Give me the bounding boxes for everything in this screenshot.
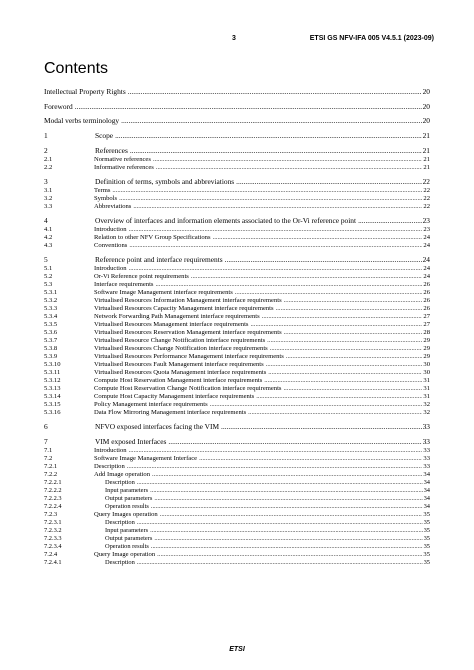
toc-entry-page: 21 xyxy=(422,130,430,140)
toc-entry-title: Description xyxy=(105,558,135,566)
toc-entry-title: Description xyxy=(105,518,135,526)
toc-entry-title: Description xyxy=(105,478,135,486)
toc-entry-number: 5.3.10 xyxy=(44,360,61,368)
toc-entry-title: Network Forwarding Path Management interface requirements xyxy=(94,312,260,320)
toc-entry-page: 22 xyxy=(423,194,430,202)
toc-entry-title: Virtualised Resources Information Management interface requirements xyxy=(94,296,282,304)
toc-entry-title: Definition of terms, symbols and abbreviations xyxy=(95,176,235,186)
toc-entry-title: Relation to other NFV Group Specifications xyxy=(94,233,211,241)
header-document-id: ETSI GS NFV-IFA 005 V4.5.1 (2023-09) xyxy=(309,35,434,42)
toc-entry-page: 31 xyxy=(423,376,430,384)
toc-entry-title: Description xyxy=(94,462,125,470)
toc-entry-title: Scope xyxy=(95,130,114,140)
toc-entry-page: 35 xyxy=(423,518,430,526)
toc-dot-leader xyxy=(115,131,422,140)
toc-entry-number: 7.2.4 xyxy=(44,550,58,558)
toc-entry-page: 34 xyxy=(423,502,430,510)
toc-entry-page: 33 xyxy=(422,436,430,446)
toc-entry-title: Foreword xyxy=(44,101,73,111)
toc-entry-page: 24 xyxy=(423,264,430,272)
toc-entry-title: Informative references xyxy=(94,163,154,171)
toc-entry-title: Policy Management interface requirements xyxy=(94,400,208,408)
toc-entry-number: 2.2 xyxy=(44,163,53,171)
toc-entry-number: 7.2.3.4 xyxy=(44,542,62,550)
toc-entry-number: 6 xyxy=(44,421,48,431)
toc-dot-leader xyxy=(221,422,422,431)
toc-entry-page: 34 xyxy=(423,486,430,494)
toc-entry-page: 21 xyxy=(423,163,430,171)
toc-entry-page: 22 xyxy=(422,176,430,186)
toc-entry-page: 29 xyxy=(423,336,430,344)
toc-entry-number: 3.3 xyxy=(44,202,53,210)
toc-entry-number: 7.2.4.1 xyxy=(44,558,62,566)
toc-entry-page: 29 xyxy=(423,344,430,352)
toc-entry-title: Overview of interfaces and information elements associated to the Or-Vi reference point xyxy=(95,215,357,225)
toc-entry-title: Virtualised Resources Performance Management interface requirements xyxy=(94,352,284,360)
toc-entry-title: Add Image operation xyxy=(94,470,151,478)
toc-entry-title: NFVO exposed interfaces facing the VIM xyxy=(95,421,220,431)
toc-entry-number: 5.3.6 xyxy=(44,328,58,336)
toc-entry-page: 24 xyxy=(422,254,430,264)
toc-entry-number: 5 xyxy=(44,254,48,264)
toc-entry-title: Virtualised Resource Change Notification interface requirements xyxy=(94,336,266,344)
toc-entry-number: 5.3.14 xyxy=(44,392,61,400)
toc-entry-number: 7.2.2.4 xyxy=(44,502,62,510)
toc-entry-title: Software Image Management Interface xyxy=(94,454,198,462)
toc-entry-title: Query Images operation xyxy=(94,510,158,518)
toc-entry-number: 5.3.3 xyxy=(44,304,58,312)
toc-entry-title: Or-Vi Reference point requirements xyxy=(94,272,189,280)
toc-entry[interactable] xyxy=(44,101,430,111)
toc-entry-number: 1 xyxy=(44,130,48,140)
toc-entry-title: Intellectual Property Rights xyxy=(44,87,126,96)
toc-entry-title: References xyxy=(95,145,128,155)
toc-entry[interactable] xyxy=(44,239,430,249)
toc-entry-title: Normative references xyxy=(94,155,151,163)
header-page-number: 3 xyxy=(232,35,236,42)
toc-entry-page: 35 xyxy=(423,542,430,550)
toc-entry-page: 29 xyxy=(423,352,430,360)
toc-entry-number: 5.3.5 xyxy=(44,320,58,328)
toc-entry-title: Virtualised Resources Reservation Management interface requirements xyxy=(94,328,282,336)
toc-entry[interactable] xyxy=(44,86,430,96)
toc-dot-leader xyxy=(156,164,423,171)
footer-brand: ETSI xyxy=(229,646,245,653)
toc-entry-page: 28 xyxy=(423,328,430,336)
toc-entry-page: 24 xyxy=(423,233,430,241)
toc-entry-page: 26 xyxy=(423,288,430,296)
toc-entry[interactable] xyxy=(44,421,430,431)
toc-entry-title: Virtualised Resources Change Notification interface requirements xyxy=(94,344,268,352)
toc-entry-title: Compute Host Reservation Management interface requirements xyxy=(94,376,263,384)
toc-entry-title: Symbols xyxy=(94,194,118,202)
toc-dot-leader xyxy=(133,203,422,210)
toc-entry-number: 5.2 xyxy=(44,272,53,280)
toc-entry-page: 26 xyxy=(423,280,430,288)
toc-dot-leader xyxy=(248,409,422,416)
toc-entry-page: 34 xyxy=(423,470,430,478)
toc-entry-page: 23 xyxy=(422,215,430,225)
toc-entry-title: Operation results xyxy=(105,542,149,550)
toc-entry-number: 5.3.8 xyxy=(44,344,58,352)
toc-entry-title: Output parameters xyxy=(105,494,153,502)
toc-entry-page: 30 xyxy=(423,360,430,368)
toc-entry[interactable] xyxy=(44,406,430,416)
toc-entry-number: 7.2.2.3 xyxy=(44,494,62,502)
page-title: Contents xyxy=(44,60,109,77)
toc-entry-number: 7.2.1 xyxy=(44,462,58,470)
toc-entry-number: 7 xyxy=(44,436,48,446)
toc-entry-number: 4.1 xyxy=(44,225,53,233)
toc-entry-number: 5.3.15 xyxy=(44,400,61,408)
toc-entry-number: 5.3.12 xyxy=(44,376,61,384)
toc-entry-page: 21 xyxy=(423,155,430,163)
toc-entry-page: 31 xyxy=(423,392,430,400)
toc-entry-number: 3.2 xyxy=(44,194,53,202)
toc-entry-page: 27 xyxy=(423,312,430,320)
toc-entry-page: 31 xyxy=(423,384,430,392)
toc-entry-page: 35 xyxy=(423,534,430,542)
toc-entry[interactable] xyxy=(44,130,430,140)
toc-entry-page: 35 xyxy=(423,526,430,534)
toc-entry-page: 35 xyxy=(423,558,430,566)
toc-entry-page: 33 xyxy=(423,454,430,462)
toc-entry-title: Virtualised Resources Capacity Management interface requirements xyxy=(94,304,274,312)
toc-entry-page: 27 xyxy=(423,320,430,328)
toc-entry-number: 4.3 xyxy=(44,241,53,249)
toc-entry-title: Modal verbs terminology xyxy=(44,116,120,125)
toc-entry-title: Software Image Management interface requirements xyxy=(94,288,233,296)
toc-entry-page: 26 xyxy=(423,304,430,312)
toc-entry-title: Virtualised Resources Management interface requirements xyxy=(94,320,249,328)
toc-entry-number: 7.2.3.3 xyxy=(44,534,62,542)
toc-entry-number: 5.3.9 xyxy=(44,352,58,360)
toc-dot-leader xyxy=(75,102,422,111)
toc-entry-title: Introduction xyxy=(94,225,127,233)
toc-entry-number: 5.3.4 xyxy=(44,312,58,320)
toc-entry-number: 2 xyxy=(44,145,48,155)
toc-entry-number: 5.3 xyxy=(44,280,53,288)
toc-entry[interactable] xyxy=(44,115,430,125)
toc-entry-number: 3 xyxy=(44,176,48,186)
toc-entry-page: 21 xyxy=(422,145,430,155)
toc-entry-number: 5.1 xyxy=(44,264,53,272)
toc-dot-leader xyxy=(128,87,422,96)
toc-entry-title: Interface requirements xyxy=(94,280,154,288)
toc-dot-leader xyxy=(137,559,423,566)
toc-entry-title: Input parameters xyxy=(105,486,149,494)
toc-entry[interactable] xyxy=(44,200,430,210)
toc-entry-page: 20 xyxy=(422,87,430,96)
toc-entry-title: VIM exposed Interfaces xyxy=(95,436,167,446)
toc-entry-page: 23 xyxy=(423,225,430,233)
toc-entry-title: Reference point and interface requirements xyxy=(95,254,223,264)
toc-entry-number: 5.3.1 xyxy=(44,288,58,296)
toc-entry-number: 5.3.2 xyxy=(44,296,58,304)
toc-entry-number: 7.1 xyxy=(44,446,53,454)
toc-entry-title: Conventions xyxy=(94,241,128,249)
toc-dot-leader xyxy=(129,242,422,249)
toc-entry-number: 5.3.7 xyxy=(44,336,58,344)
toc-entry-number: 7.2.2.2 xyxy=(44,486,62,494)
toc-entry-title: Introduction xyxy=(94,264,127,272)
toc-entry-title: Compute Host Reservation Change Notification interface requirements xyxy=(94,384,282,392)
toc-entry-number: 2.1 xyxy=(44,155,53,163)
toc-entry-title: Abbreviations xyxy=(94,202,132,210)
toc-entry-page: 35 xyxy=(423,550,430,558)
toc-entry-number: 7.2.3.1 xyxy=(44,518,62,526)
toc-entry-page: 22 xyxy=(423,202,430,210)
toc-entry[interactable] xyxy=(44,556,430,566)
toc-entry-number: 3.1 xyxy=(44,186,53,194)
toc-entry-title: Introduction xyxy=(94,446,127,454)
toc-entry-number: 4.2 xyxy=(44,233,53,241)
toc-entry-page: 33 xyxy=(423,462,430,470)
toc-entry-page: 35 xyxy=(423,510,430,518)
toc-entry-number: 5.3.13 xyxy=(44,384,61,392)
toc-entry-page: 33 xyxy=(423,446,430,454)
toc-entry-page: 24 xyxy=(423,272,430,280)
toc-entry-title: Query Image operation xyxy=(94,550,156,558)
toc-entry-title: Compute Host Capacity Management interface requirements xyxy=(94,392,255,400)
toc-entry-page: 20 xyxy=(422,116,430,125)
toc-entry-page: 26 xyxy=(423,296,430,304)
toc-entry-title: Output parameters xyxy=(105,534,153,542)
toc-entry-title: Data Flow Mirroring Management interface requirements xyxy=(94,408,247,416)
toc-entry-page: 24 xyxy=(423,241,430,249)
toc-entry-number: 4 xyxy=(44,215,48,225)
toc-entry-number: 7.2 xyxy=(44,454,53,462)
toc-entry-page: 34 xyxy=(423,478,430,486)
toc-entry-number: 5.3.11 xyxy=(44,368,61,376)
toc-entry-page: 32 xyxy=(423,400,430,408)
toc-entry-page: 32 xyxy=(423,408,430,416)
toc-entry-number: 5.3.16 xyxy=(44,408,61,416)
toc-entry-number: 7.2.2.1 xyxy=(44,478,62,486)
toc-entry-page: 30 xyxy=(423,368,430,376)
toc-entry-title: Operation results xyxy=(105,502,149,510)
toc-entry-title: Virtualised Resources Quota Management interface requirements xyxy=(94,368,267,376)
toc-entry-number: 7.2.3.2 xyxy=(44,526,62,534)
toc-entry-page: 22 xyxy=(423,186,430,194)
toc-dot-leader xyxy=(121,116,421,125)
toc-entry-page: 34 xyxy=(423,494,430,502)
toc-entry-page: 20 xyxy=(422,101,430,111)
toc-entry-page: 33 xyxy=(422,421,430,431)
toc-entry[interactable] xyxy=(44,161,430,171)
toc-entry-number: 7.2.3 xyxy=(44,510,58,518)
toc-entry-title: Virtualised Resources Fault Management interface requirements xyxy=(94,360,264,368)
toc-entry-title: Terms xyxy=(94,186,111,194)
toc-entry-number: 7.2.2 xyxy=(44,470,58,478)
toc-entry-title: Input parameters xyxy=(105,526,149,534)
